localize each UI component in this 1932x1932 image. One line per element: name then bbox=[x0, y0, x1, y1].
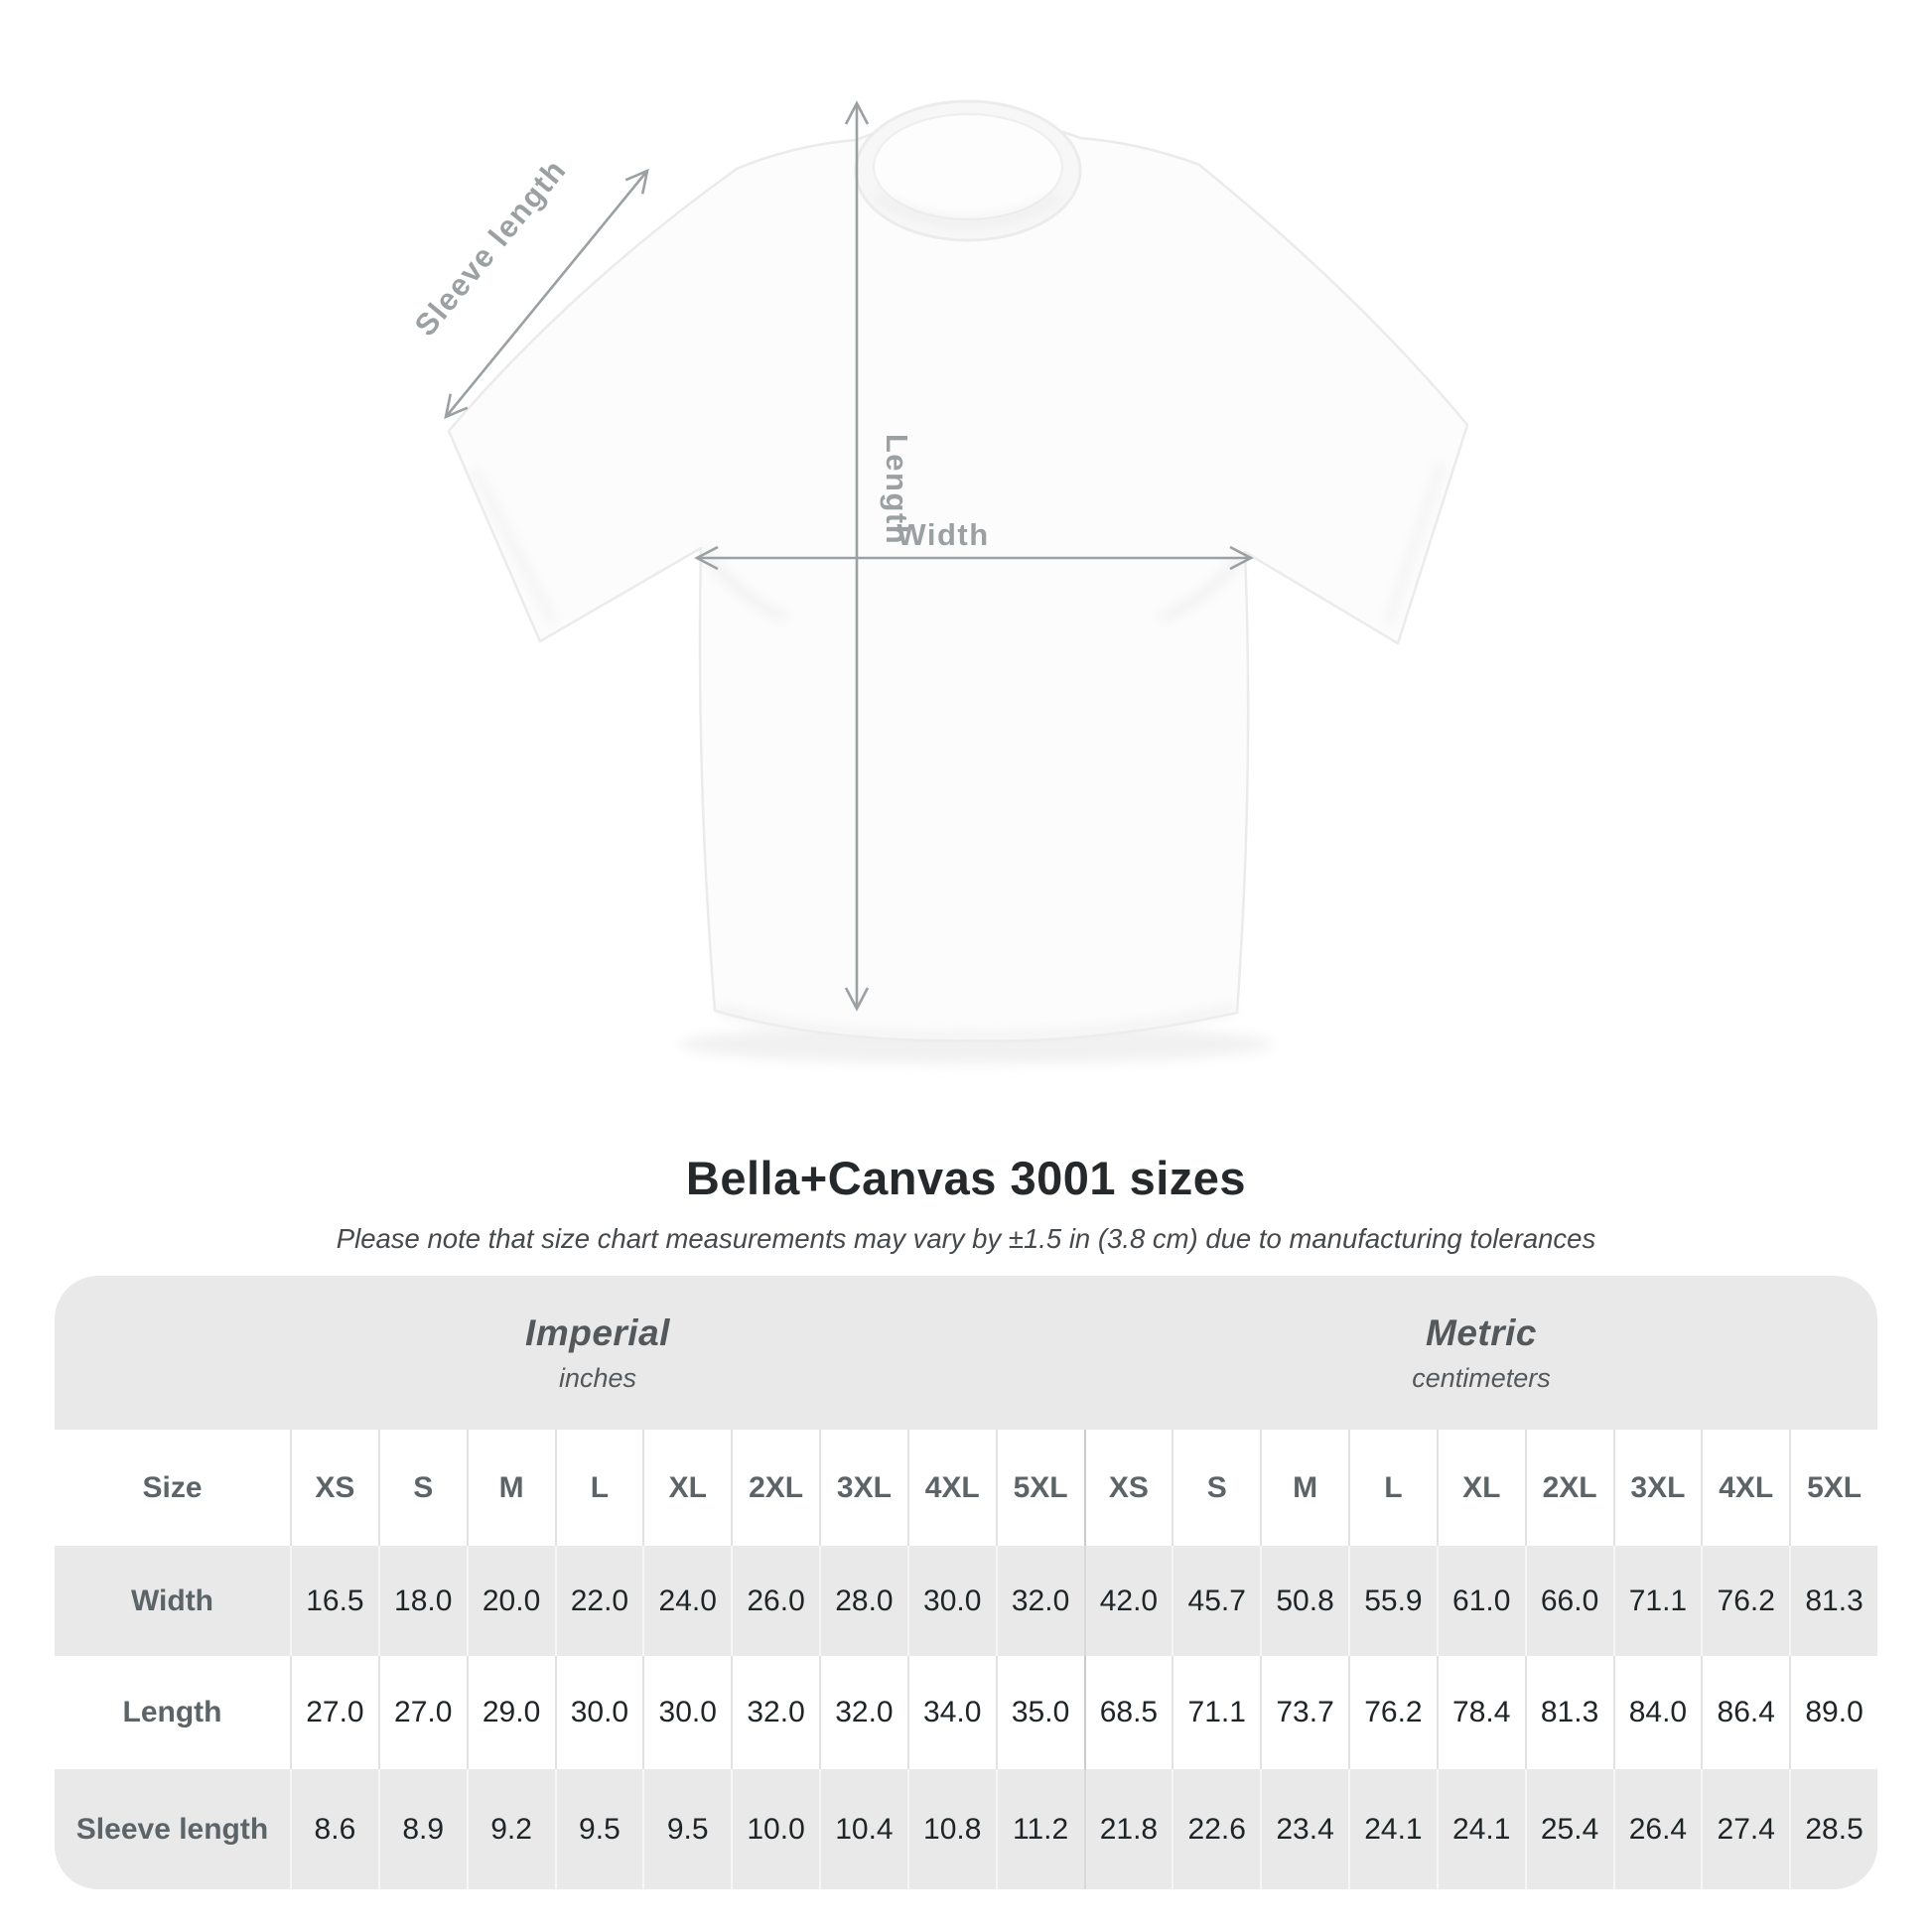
size-row bbox=[55, 1430, 1877, 1546]
value-cell: 10.8 bbox=[907, 1769, 996, 1889]
tshirt-shape bbox=[449, 117, 1467, 1040]
value-cell: 81.3 bbox=[1525, 1656, 1613, 1769]
value-cell: 22.6 bbox=[1172, 1769, 1260, 1889]
value-cell: 81.3 bbox=[1789, 1546, 1877, 1656]
group-header-metric bbox=[1085, 1276, 1877, 1430]
value-cell: 16.5 bbox=[290, 1546, 378, 1656]
value-cell: 71.1 bbox=[1172, 1656, 1260, 1769]
value-cell: 23.4 bbox=[1260, 1769, 1348, 1889]
value-cell: 8.6 bbox=[290, 1769, 378, 1889]
value-cell: 28.5 bbox=[1789, 1769, 1877, 1889]
value-cell: 28.0 bbox=[819, 1546, 907, 1656]
value-cell: 66.0 bbox=[1525, 1546, 1613, 1656]
value-cell: 21.8 bbox=[1084, 1769, 1173, 1889]
value-cell: 32.0 bbox=[819, 1656, 907, 1769]
value-cell: 76.2 bbox=[1348, 1656, 1437, 1769]
size-column-header: Size bbox=[142, 1470, 203, 1504]
value-cell: 68.5 bbox=[1084, 1656, 1173, 1769]
row-label: Length bbox=[122, 1696, 222, 1728]
value-cell: 18.0 bbox=[378, 1546, 467, 1656]
value-cell: 11.2 bbox=[996, 1769, 1084, 1889]
size-header-cell: S bbox=[378, 1430, 467, 1546]
group-label-imperial: Imperial bbox=[525, 1311, 670, 1353]
value-cell: 24.0 bbox=[642, 1546, 731, 1656]
value-cell: 71.1 bbox=[1613, 1546, 1702, 1656]
group-label-metric: Metric bbox=[1426, 1311, 1537, 1353]
table-row bbox=[55, 1656, 1877, 1769]
width-label: Width bbox=[897, 517, 990, 552]
size-header-cell: XS bbox=[1084, 1430, 1173, 1546]
size-header-cell: XS bbox=[290, 1430, 378, 1546]
value-cell: 24.1 bbox=[1437, 1769, 1525, 1889]
row-label: Sleeve length bbox=[75, 1812, 269, 1846]
unit-group-header-row bbox=[55, 1276, 1877, 1430]
value-cell: 9.2 bbox=[467, 1769, 555, 1889]
value-cell: 26.4 bbox=[1613, 1769, 1702, 1889]
value-cell: 89.0 bbox=[1789, 1656, 1877, 1769]
collar-inner bbox=[874, 114, 1062, 219]
value-cell: 78.4 bbox=[1437, 1656, 1525, 1769]
group-unit-imperial: inches bbox=[558, 1362, 637, 1393]
value-cell: 76.2 bbox=[1701, 1546, 1789, 1656]
value-cell: 30.0 bbox=[555, 1656, 643, 1769]
value-cell: 30.0 bbox=[907, 1546, 996, 1656]
size-header-cell: L bbox=[555, 1430, 643, 1546]
value-cell: 34.0 bbox=[907, 1656, 996, 1769]
value-cell: 10.0 bbox=[731, 1769, 819, 1889]
page-subtitle: Please note that size chart measurements may vary by ±1.5 in (3.8 cm) due to manufacturing tolerances bbox=[336, 1222, 1596, 1254]
value-cell: 20.0 bbox=[467, 1546, 555, 1656]
value-cell: 61.0 bbox=[1437, 1546, 1525, 1656]
value-cell: 32.0 bbox=[731, 1656, 819, 1769]
size-header-cell: L bbox=[1348, 1430, 1437, 1546]
size-header-cell: XL bbox=[642, 1430, 731, 1546]
table-body bbox=[55, 1546, 1877, 1889]
length-label: Length bbox=[880, 433, 914, 546]
table-row bbox=[55, 1546, 1877, 1656]
value-cell: 25.4 bbox=[1525, 1769, 1613, 1889]
value-cell: 86.4 bbox=[1701, 1656, 1789, 1769]
value-cell: 29.0 bbox=[467, 1656, 555, 1769]
size-header-cell: S bbox=[1172, 1430, 1260, 1546]
size-header-cell: 3XL bbox=[1613, 1430, 1702, 1546]
size-header-cell: XL bbox=[1437, 1430, 1525, 1546]
sleeve-length-label: Sleeve length bbox=[407, 152, 574, 344]
value-cell: 27.0 bbox=[378, 1656, 467, 1769]
size-header-cell: 4XL bbox=[907, 1430, 996, 1546]
group-unit-metric: centimeters bbox=[1412, 1362, 1551, 1393]
value-cell: 22.0 bbox=[555, 1546, 643, 1656]
value-cell: 35.0 bbox=[996, 1656, 1084, 1769]
value-cell: 24.1 bbox=[1348, 1769, 1437, 1889]
value-cell: 55.9 bbox=[1348, 1546, 1437, 1656]
size-header-cell: 5XL bbox=[996, 1430, 1084, 1546]
value-cell: 30.0 bbox=[642, 1656, 731, 1769]
value-cell: 42.0 bbox=[1084, 1546, 1173, 1656]
value-cell: 45.7 bbox=[1172, 1546, 1260, 1656]
value-cell: 8.9 bbox=[378, 1769, 467, 1889]
group-header-imperial bbox=[55, 1276, 1141, 1430]
row-label: Width bbox=[130, 1584, 214, 1617]
size-header-cell: 3XL bbox=[819, 1430, 907, 1546]
size-header-cell: 4XL bbox=[1701, 1430, 1789, 1546]
value-cell: 9.5 bbox=[555, 1769, 643, 1889]
size-header-cell: 2XL bbox=[1525, 1430, 1613, 1546]
value-cell: 27.4 bbox=[1701, 1769, 1789, 1889]
value-cell: 10.4 bbox=[819, 1769, 907, 1889]
size-header-cell: 5XL bbox=[1789, 1430, 1877, 1546]
value-cell: 26.0 bbox=[731, 1546, 819, 1656]
value-cell: 27.0 bbox=[290, 1656, 378, 1769]
page-title: Bella+Canvas 3001 sizes bbox=[685, 1152, 1247, 1205]
value-cell: 32.0 bbox=[996, 1546, 1084, 1656]
size-header-cell: 2XL bbox=[731, 1430, 819, 1546]
size-header-cell: M bbox=[467, 1430, 555, 1546]
value-cell: 73.7 bbox=[1260, 1656, 1348, 1769]
value-cell: 84.0 bbox=[1613, 1656, 1702, 1769]
value-cell: 9.5 bbox=[642, 1769, 731, 1889]
size-header-cell: M bbox=[1260, 1430, 1348, 1546]
size-table bbox=[55, 1276, 1877, 1889]
table-row bbox=[55, 1769, 1877, 1889]
value-cell: 50.8 bbox=[1260, 1546, 1348, 1656]
